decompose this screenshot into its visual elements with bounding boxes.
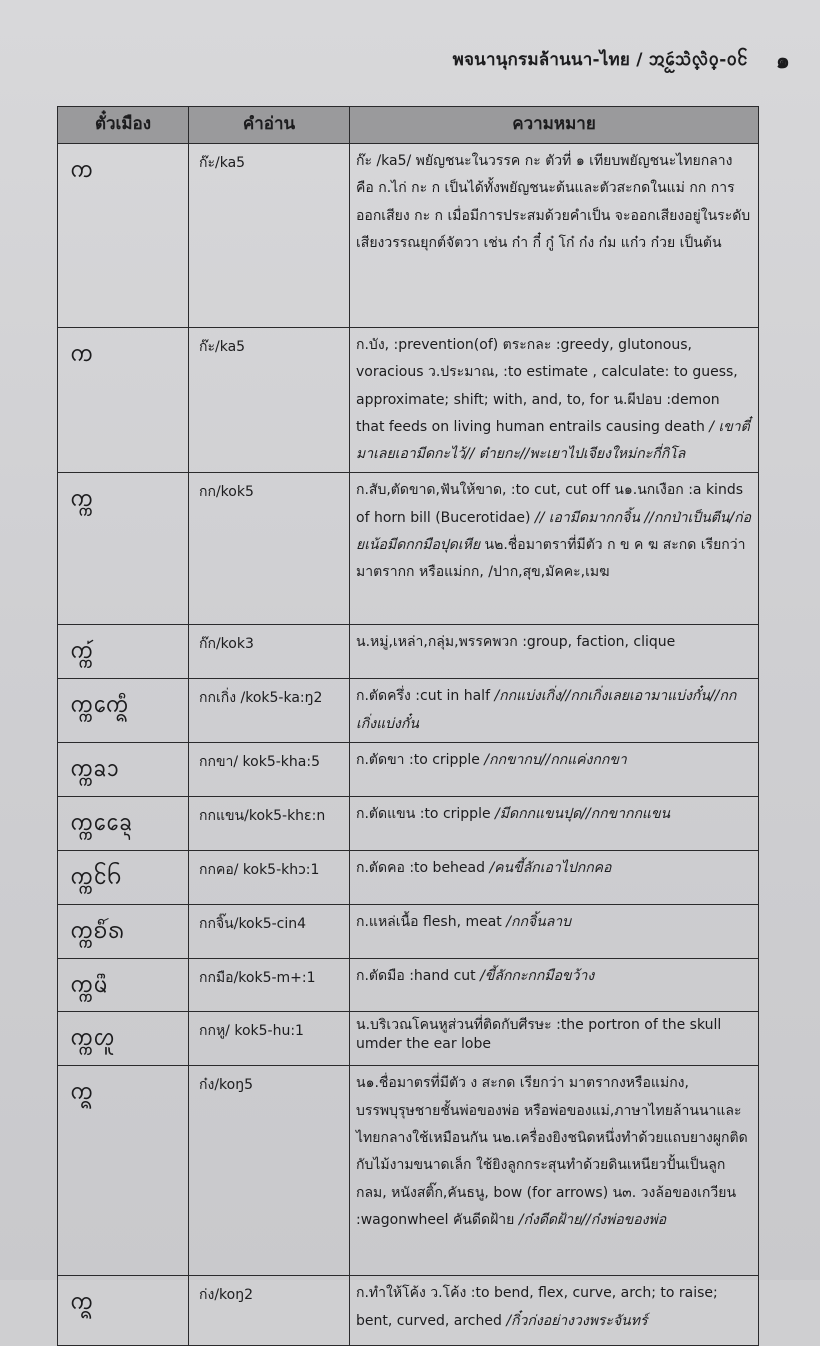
example-text: /กิ๋วก่งอย่างวงพระจันทร์ [506,1312,648,1329]
entry-meaning [350,679,759,743]
entry-word: ᨠ᩠ᨠᩉᩪ [58,1012,189,1066]
entry-reading: กกขา/ kok5-kha:5 [189,742,350,796]
entry-reading: กกคอ/ kok5-khɔ:1 [189,850,350,904]
table-row [58,625,759,679]
example-text: // เอามีดมากกจิ้น //กกป่าเป็นตีน/ก่อยเน้อมีดกกมือปุดเหีย [356,509,752,554]
example-text: /ก๋งดีดฝ้าย//ก๋งพ่อของพ่อ [518,1211,667,1228]
meaning-tail: น๒.ชื่อมาตราที่มีตัว ก ข ค ฆ สะกด เรียกว่า มาตรากก หรือแม่กก, /ปาก,สุข,มัคคะ,เมฆ [356,537,746,581]
entry-word: ᨠ [58,328,189,473]
entry-meaning [350,958,759,1012]
table-row [58,1012,759,1066]
entry-word: ᨠ᩠ᨠᨡᩣ [58,742,189,796]
page-header [380,40,790,80]
example-text: /คนขี้ลักเอาไปกกคอ [489,859,612,876]
entry-reading: กกมือ/kok5-m+:1 [189,958,350,1012]
meaning-text: ก.บัง, :prevention(of) ตระกละ :greedy, glutonous, voracious ว.ประมาณ, :to estimate , calculate: to guess, approximate; shift; with, and, to, for น.ผีปอบ :demon that feeds on living human entrails causing death [356,337,738,435]
entry-reading: ก๋ง/koŋ5 [189,1066,350,1276]
meaning-text: น๑.ชื่อมาตรที่มีตัว ง สะกด เรียกว่า มาตรากงหรือแม่กง, บรรพบุรุษชายชั้นพ่อของพ่อ หรือพ่อของแม่,ภาษาไทยล้านนาและไทยกลางใช้เหมือนกัน น๒.เครื่องยิงชนิดหนึ่งทำด้วยแถบยางผูกติดกับไม้งามขนาดเล็ก ใช้ยิงลูกกระสุนทำด้วยดินเหนียวปั้นเป็นลูกกลม, หนังสติ๊ก,คันธนู, bow (for arrows) น๓. วงล้อของเกวียน :wagonwheel คันดีดฝ้าย [356,1075,748,1228]
example-text: /ขี้ลักกะกกมือขว้าง [480,967,595,984]
table-row [58,850,759,904]
entry-reading: กกแขน/kok5-khɛ:n [189,796,350,850]
example-text: /กกขากบ//กกแค่งกกขา [484,751,627,768]
entry-meaning [350,1276,759,1346]
table-row [58,473,759,625]
entry-meaning [350,796,759,850]
column-header-reading: คำอ่าน [189,107,350,144]
table-row [58,796,759,850]
entry-word: ᨠ᩠ᨠᨤᩰ [58,850,189,904]
table-row [58,958,759,1012]
table-row [58,904,759,958]
entry-word: ᨠ᩠ᨠ [58,473,189,625]
entry-meaning [350,328,759,473]
table-row [58,1276,759,1346]
entry-word: ᨠ᩠ᨠᨧᩥ᩶ᩁ [58,904,189,958]
table-row [58,144,759,328]
meaning-text: ก.ตัดมือ :hand cut [356,967,476,984]
running-title: พจนานุกรมล้านนา-ไทย / ᩋᩮᩬᩢᩈᩫ᩠ᩃᩫ᩠ᩅ-ᩅᩰ [452,50,748,70]
example-text: /กกแบ่งเกิ่ง//กกเกิ่งเลยเอามาแบ่งกั๋น//กกเกิ่งแบ่งกั๋น [356,688,737,732]
example-text: / เขาตี๋มาเลยเอามีดกะไว้// ต๋ายกะ//พะเยาไปเจียงใหม่กะกี่กิโล [356,418,750,463]
entry-reading: ก๊ะ/ka5 [189,144,350,328]
entry-meaning [350,904,759,958]
entry-word: ᨠ [58,144,189,328]
meaning-text: ก.ทำให้โค้ง ว.โค้ง :to bend, flex, curve, arch; to raise; bent, curved, arched [356,1285,718,1329]
entry-reading: ก๊ก/kok3 [189,625,350,679]
entry-meaning [350,1012,759,1066]
entry-reading: กกเกิ่ง /kok5-ka:ŋ2 [189,679,350,743]
entry-reading: กกหู/ kok5-hu:1 [189,1012,350,1066]
entry-word: ᨠ᩠ᨠᨠᩮᩥ᩠ᨦ [58,679,189,743]
meaning-text: ก.ตัดขา :to cripple [356,751,480,768]
entry-meaning [350,625,759,679]
table-row [58,328,759,473]
entry-word: ᨠ᩠ᨦ [58,1066,189,1276]
entry-word: ᨠ᩠ᨠᨾᩨ [58,958,189,1012]
entry-reading: กก/kok5 [189,473,350,625]
entry-meaning [350,742,759,796]
meaning-text: ก.ตัดคอ :to behead [356,859,486,876]
meaning-text: ก๊ะ /ka5/ พยัญชนะในวรรค กะ ตัวที่ ๑ เทียบพยัญชนะไทยกลาง คือ ก.ไก่ กะ ก เป็นได้ทั้งพยัญชนะต้นและตัวสะกดในแม่ กก การออกเสียง กะ ก เมื่อมีการประสมด้วยคำเป็น จะออกเสียงอยู่ในระดับเสียงวรรณยุกต์จัตวา เช่น ก๋า กี๋ กู๋ โก๋ ก๋ง ก๋ม แก๋ว ก๋วย เป็นต้น [356,153,751,251]
meaning-text: น.หมู่,เหล่า,กลุ่ม,พรรคพวก :group, faction, clique [356,634,676,651]
entry-word: ᨠ᩠ᨦ [58,1276,189,1346]
table-row [58,1066,759,1276]
meaning-text: ก.ตัดครึ่ง :cut in half [356,688,490,705]
meaning-text: ก.แหล่เนื้อ flesh, meat [356,913,502,930]
entry-word: ᨠ᩠ᨠ᩶ [58,625,189,679]
entry-meaning [350,850,759,904]
example-text: /กกจิ้นลาบ [506,913,572,930]
column-header-word: ตั๋วเมือง [58,107,189,144]
entry-reading: ก๊ะ/ka5 [189,328,350,473]
entry-meaning [350,144,759,328]
page-number: ๑ [775,48,790,74]
entry-word: ᨠ᩠ᨠᩯᨡ᩠ᨶ [58,796,189,850]
dictionary-table [57,106,759,1346]
entry-meaning [350,473,759,625]
meaning-text: น.บริเวณโคนหูส่วนที่ติดกับศีรษะ :the portron of the skull umder the ear lobe [356,1017,722,1052]
table-header-row [58,107,759,144]
table-row [58,742,759,796]
meaning-text: ก.สับ,ตัดขาด,ฟันให้ขาด, :to cut, cut off น๑.นกเงือก :a kinds of horn bill (Bucerotidae) [356,482,743,526]
meaning-text: ก.ตัดแขน :to cripple [356,805,491,822]
entry-reading: กกจิ๊น/kok5-cin4 [189,904,350,958]
table-row [58,679,759,743]
entry-meaning [350,1066,759,1276]
column-header-meaning: ความหมาย [350,107,759,144]
entry-reading: ก่ง/koŋ2 [189,1276,350,1346]
example-text: /มีดกกแขนปุด//กกขากกแขน [495,805,671,822]
